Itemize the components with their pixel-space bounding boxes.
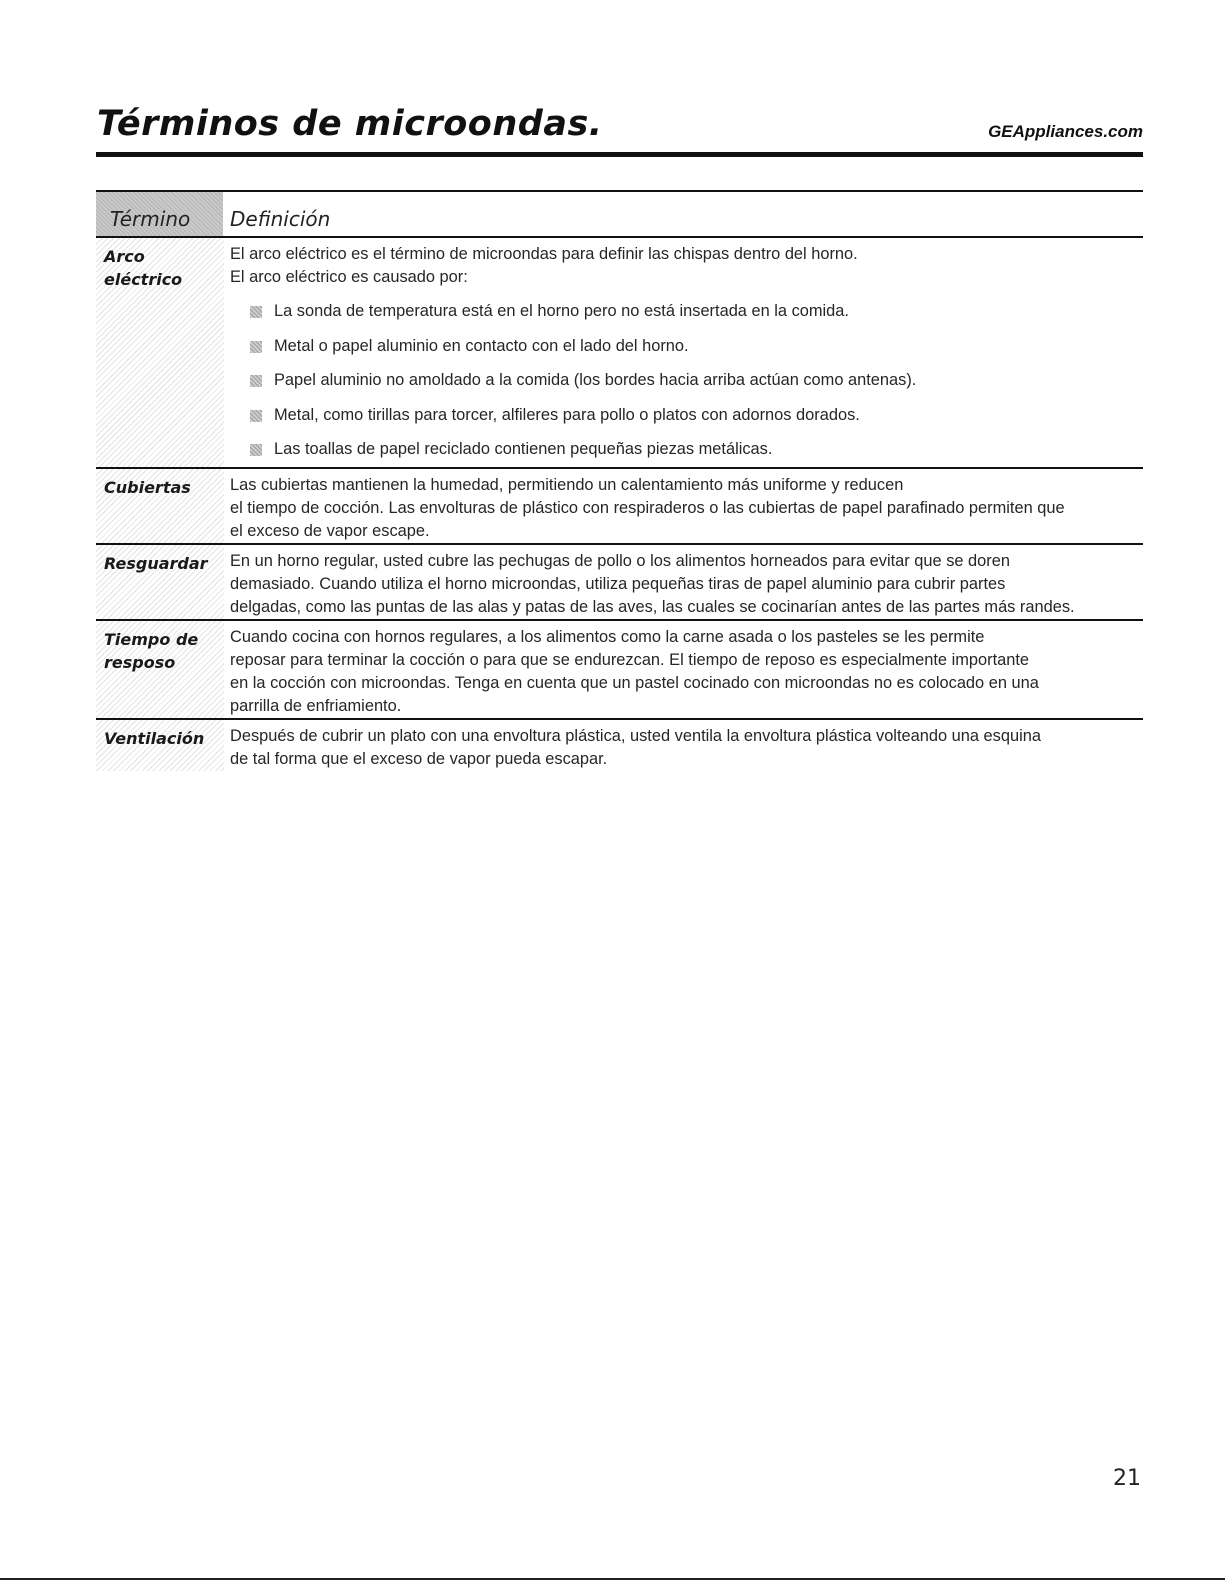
list-item xyxy=(250,335,1143,358)
definition-line: el tiempo de cocción. Las envolturas de plástico con respiraderos o las cubiertas de papel parafinado permiten que xyxy=(230,499,1065,517)
page-title: Términos de microondas. xyxy=(97,104,603,144)
definition-line: En un horno regular, usted cubre las pechugas de pollo o los alimentos horneados para evitar que se doren xyxy=(230,552,1010,570)
definition-line: en la cocción con microondas. Tenga en cuenta que un pastel cocinado con microondas no es colocado en una xyxy=(230,674,1039,692)
definition-line: el exceso de vapor escape. xyxy=(230,522,430,540)
term-label: Cubiertas xyxy=(96,469,224,543)
table-row xyxy=(96,621,1143,720)
term-label: Resguardar xyxy=(96,545,224,619)
definition-cell xyxy=(230,545,1143,619)
page-number: 21 xyxy=(1113,1466,1141,1491)
definition-cell xyxy=(230,720,1143,771)
table-row xyxy=(96,469,1143,545)
definition-line: de tal forma que el exceso de vapor pueda escapar. xyxy=(230,750,608,768)
definition-cell xyxy=(230,238,1143,461)
definition-line: Cuando cocina con hornos regulares, a los alimentos como la carne asada o los pasteles se les permite xyxy=(230,628,985,646)
definition-cell xyxy=(230,469,1143,543)
list-item xyxy=(250,300,1143,323)
column-header-term: Término xyxy=(96,192,223,236)
terms-table xyxy=(96,190,1143,771)
table-row xyxy=(96,720,1143,771)
definition-line: Las cubiertas mantienen la humedad, permitiendo un calentamiento más uniforme y reducen xyxy=(230,476,904,494)
definition-line: reposar para terminar la cocción o para que se endurezcan. El tiempo de reposo es especialmente importante xyxy=(230,651,1030,669)
definition-line: delgadas, como las puntas de las alas y patas de las aves, las cuales se cocinarían antes de las partes más randes. xyxy=(230,598,1075,616)
bullet-text: Papel aluminio no amoldado a la comida (los bordes hacia arriba actúan como antenas). xyxy=(274,371,917,389)
list-item xyxy=(250,438,1143,461)
square-bullet-icon xyxy=(250,444,262,456)
definition-line: El arco eléctrico es causado por: xyxy=(230,268,468,286)
square-bullet-icon xyxy=(250,341,262,353)
definition-cell xyxy=(230,621,1143,718)
table-header xyxy=(96,192,1143,238)
term-label: Ventilación xyxy=(96,720,224,771)
square-bullet-icon xyxy=(250,306,262,318)
bullet-text: Las toallas de papel reciclado contienen pequeñas piezas metálicas. xyxy=(274,440,773,458)
definition-line: parrilla de enfriamiento. xyxy=(230,697,402,715)
list-item xyxy=(250,369,1143,392)
bullet-text: La sonda de temperatura está en el horno pero no está insertada en la comida. xyxy=(274,302,849,320)
list-item xyxy=(250,404,1143,427)
table-row xyxy=(96,238,1143,469)
website-label: GEAppliances.com xyxy=(988,122,1143,141)
definition-line: El arco eléctrico es el término de microondas para definir las chispas dentro del horno. xyxy=(230,245,858,263)
square-bullet-icon xyxy=(250,375,262,387)
square-bullet-icon xyxy=(250,410,262,422)
definition-line: Después de cubrir un plato con una envoltura plástica, usted ventila la envoltura plástica volteando una esquina xyxy=(230,727,1041,745)
bullet-text: Metal, como tirillas para torcer, alfileres para pollo o platos con adornos dorados. xyxy=(274,405,860,424)
term-label: Arco eléctrico xyxy=(96,238,224,467)
definition-line: demasiado. Cuando utiliza el horno microondas, utiliza pequeñas tiras de papel aluminio para cubrir partes xyxy=(230,575,1006,593)
term-label: Tiempo de resposo xyxy=(96,621,224,718)
bullet-text: Metal o papel aluminio en contacto con el lado del horno. xyxy=(274,336,689,355)
bullet-list xyxy=(230,300,1143,461)
title-rule xyxy=(96,152,1143,157)
column-header-definition: Definición xyxy=(230,207,331,231)
table-row xyxy=(96,545,1143,621)
bottom-rule xyxy=(0,1578,1225,1580)
